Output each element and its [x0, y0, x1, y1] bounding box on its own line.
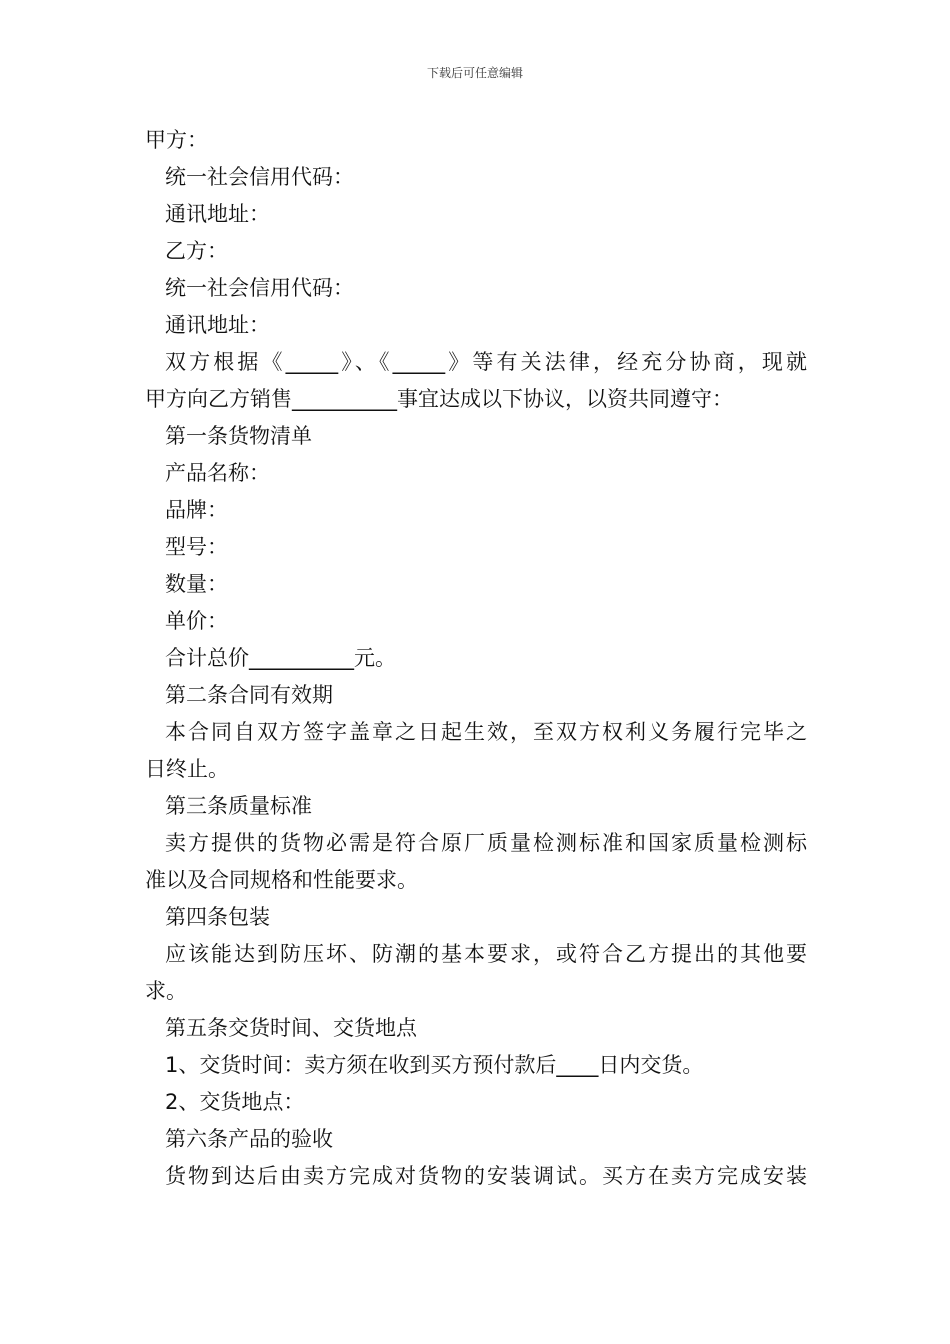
article-5-heading: 第五条交货时间、交货地点 [165, 1016, 417, 1040]
brand-field: 品牌： [165, 498, 228, 522]
article-4-heading: 第四条包装 [165, 905, 270, 929]
party-a-address: 通讯地址： [165, 202, 270, 226]
article-4-text-line-1: 应该能达到防压坏、防潮的基本要求，或符合乙方提出的其他要 [165, 942, 807, 966]
unit-price-field: 单价： [165, 609, 228, 633]
article-3-text-line-1: 卖方提供的货物必需是符合原厂质量检测标准和国家质量检测标 [165, 831, 807, 855]
quantity-field: 数量： [165, 572, 228, 596]
party-b-credit-code: 统一社会信用代码： [165, 276, 354, 300]
party-b-label: 乙方： [165, 239, 228, 263]
preamble-line-1: 双方根据《_____》、《_____》等有关法律，经充分协商，现就 [165, 350, 807, 374]
product-name-field: 产品名称： [165, 461, 270, 485]
article-4-text-line-2: 求。 [145, 979, 187, 1003]
total-price-field: 合计总价__________元。 [165, 646, 396, 670]
delivery-time-item: 1、交货时间：卖方须在收到买方预付款后____日内交货。 [165, 1053, 704, 1077]
article-1-heading: 第一条货物清单 [165, 424, 312, 448]
preamble-line-2: 甲方向乙方销售__________事宜达成以下协议，以资共同遵守： [145, 387, 733, 411]
model-field: 型号： [165, 535, 228, 559]
article-2-text-line-2: 日终止。 [145, 757, 229, 781]
article-2-text-line-1: 本合同自双方签字盖章之日起生效，至双方权利义务履行完毕之 [165, 720, 807, 744]
article-3-text-line-2: 准以及合同规格和性能要求。 [145, 868, 418, 892]
party-b-address: 通讯地址： [165, 313, 270, 337]
party-a-credit-code: 统一社会信用代码： [165, 165, 354, 189]
article-6-text-line-1: 货物到达后由卖方完成对货物的安装调试。买方在卖方完成安装 [165, 1164, 807, 1188]
document-body [145, 122, 807, 1195]
article-2-heading: 第二条合同有效期 [165, 683, 333, 707]
party-a-label: 甲方： [145, 128, 208, 152]
page-header: 下载后可任意编辑 [426, 66, 523, 80]
article-3-heading: 第三条质量标准 [165, 794, 312, 818]
article-6-heading: 第六条产品的验收 [165, 1127, 333, 1151]
delivery-place-item: 2、交货地点： [165, 1090, 305, 1114]
